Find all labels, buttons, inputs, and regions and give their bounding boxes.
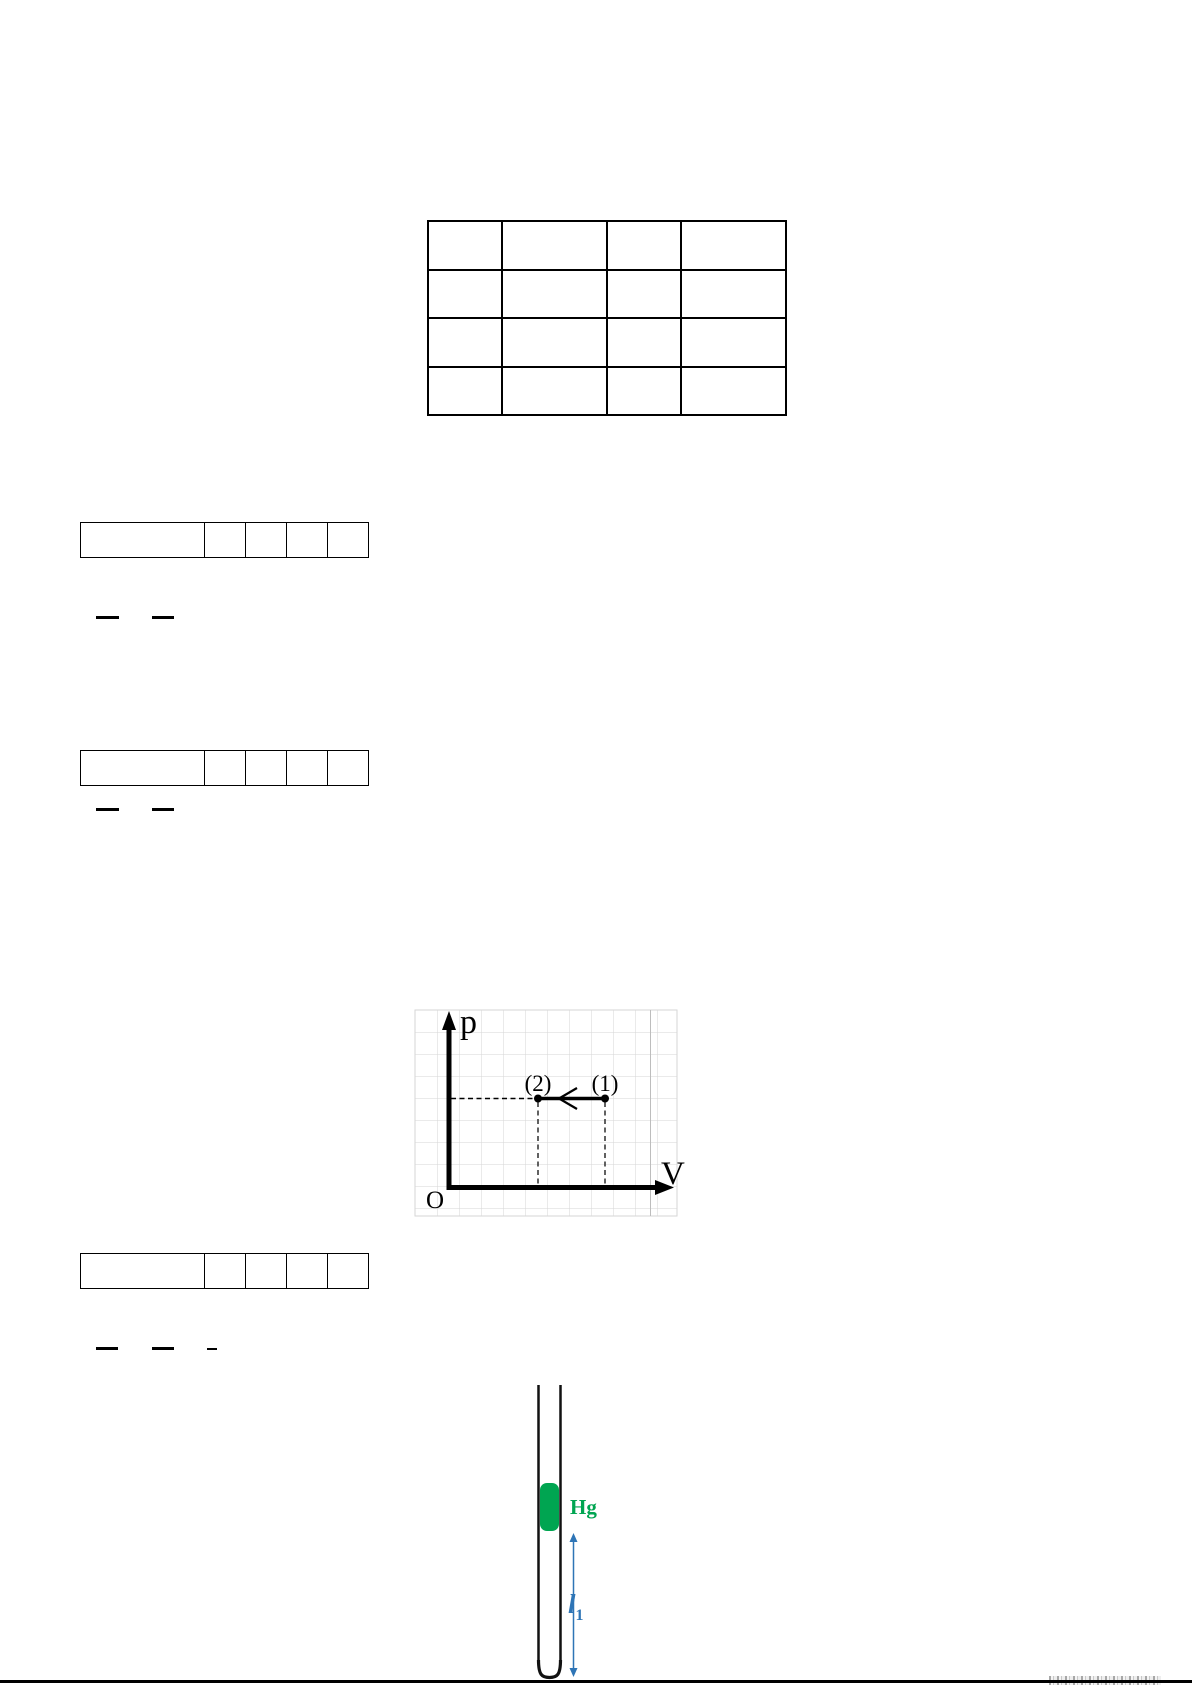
table-cell <box>428 318 502 367</box>
table-cell <box>681 221 786 270</box>
strip-cell <box>246 523 287 558</box>
measure-arrow-bottom-icon <box>570 1668 578 1677</box>
strip-cell <box>246 751 287 786</box>
strip-cell <box>328 523 369 558</box>
table-cell <box>502 367 607 416</box>
y-axis-label: p <box>460 1004 477 1041</box>
point-1-label: (1) <box>591 1071 619 1096</box>
table-cell <box>428 367 502 416</box>
tube-rounded-bottom <box>539 1660 561 1678</box>
strip-cell <box>81 523 205 558</box>
mercury-plug <box>540 1483 559 1531</box>
fraction-bar <box>152 1347 174 1350</box>
x-axis-label: V <box>661 1156 685 1192</box>
answer-strip-1 <box>80 522 369 558</box>
table-row <box>81 1254 369 1289</box>
table-cell <box>428 270 502 319</box>
table-cell <box>502 318 607 367</box>
origin-label: O <box>426 1187 445 1214</box>
fraction-bar <box>152 808 174 811</box>
page-bottom-rule <box>0 1680 1192 1683</box>
fraction-bar <box>96 808 119 811</box>
table-cell <box>502 221 607 270</box>
table-cell <box>681 367 786 416</box>
table-cell <box>607 270 681 319</box>
answer-strip-2 <box>80 750 369 786</box>
length-label <box>568 1589 584 1624</box>
pv-diagram <box>400 1000 690 1230</box>
strip-cell <box>81 751 205 786</box>
table-row <box>81 751 369 786</box>
table-cell <box>607 367 681 416</box>
table-row <box>428 367 786 416</box>
point-2-label: (2) <box>524 1071 552 1096</box>
table-row <box>428 221 786 270</box>
length-symbol: l <box>568 1589 576 1619</box>
strip-cell <box>246 1254 287 1289</box>
table-cell <box>502 270 607 319</box>
fraction-bar <box>96 616 119 619</box>
strip-cell <box>287 523 328 558</box>
strip-cell <box>328 1254 369 1289</box>
strip-cell <box>81 1254 205 1289</box>
mercury-label: Hg <box>570 1495 597 1519</box>
fraction-bar <box>152 616 174 619</box>
table-cell <box>607 318 681 367</box>
length-subscript: 1 <box>575 1607 584 1624</box>
fraction-bar <box>96 1347 118 1350</box>
data-table <box>427 220 787 416</box>
table-cell <box>681 318 786 367</box>
tube-figure <box>520 1370 620 1685</box>
strip-cell <box>287 1254 328 1289</box>
table-row <box>428 318 786 367</box>
strip-cell <box>328 751 369 786</box>
table-row <box>81 523 369 558</box>
answer-strip-3 <box>80 1253 369 1289</box>
strip-cell <box>205 751 246 786</box>
table-cell <box>428 221 502 270</box>
fraction-bar-short <box>207 1348 217 1350</box>
strip-cell <box>205 1254 246 1289</box>
table-cell <box>607 221 681 270</box>
measure-arrow-top-icon <box>570 1533 578 1542</box>
strip-cell <box>287 751 328 786</box>
table-row <box>428 270 786 319</box>
table-cell <box>681 270 786 319</box>
strip-cell <box>205 523 246 558</box>
